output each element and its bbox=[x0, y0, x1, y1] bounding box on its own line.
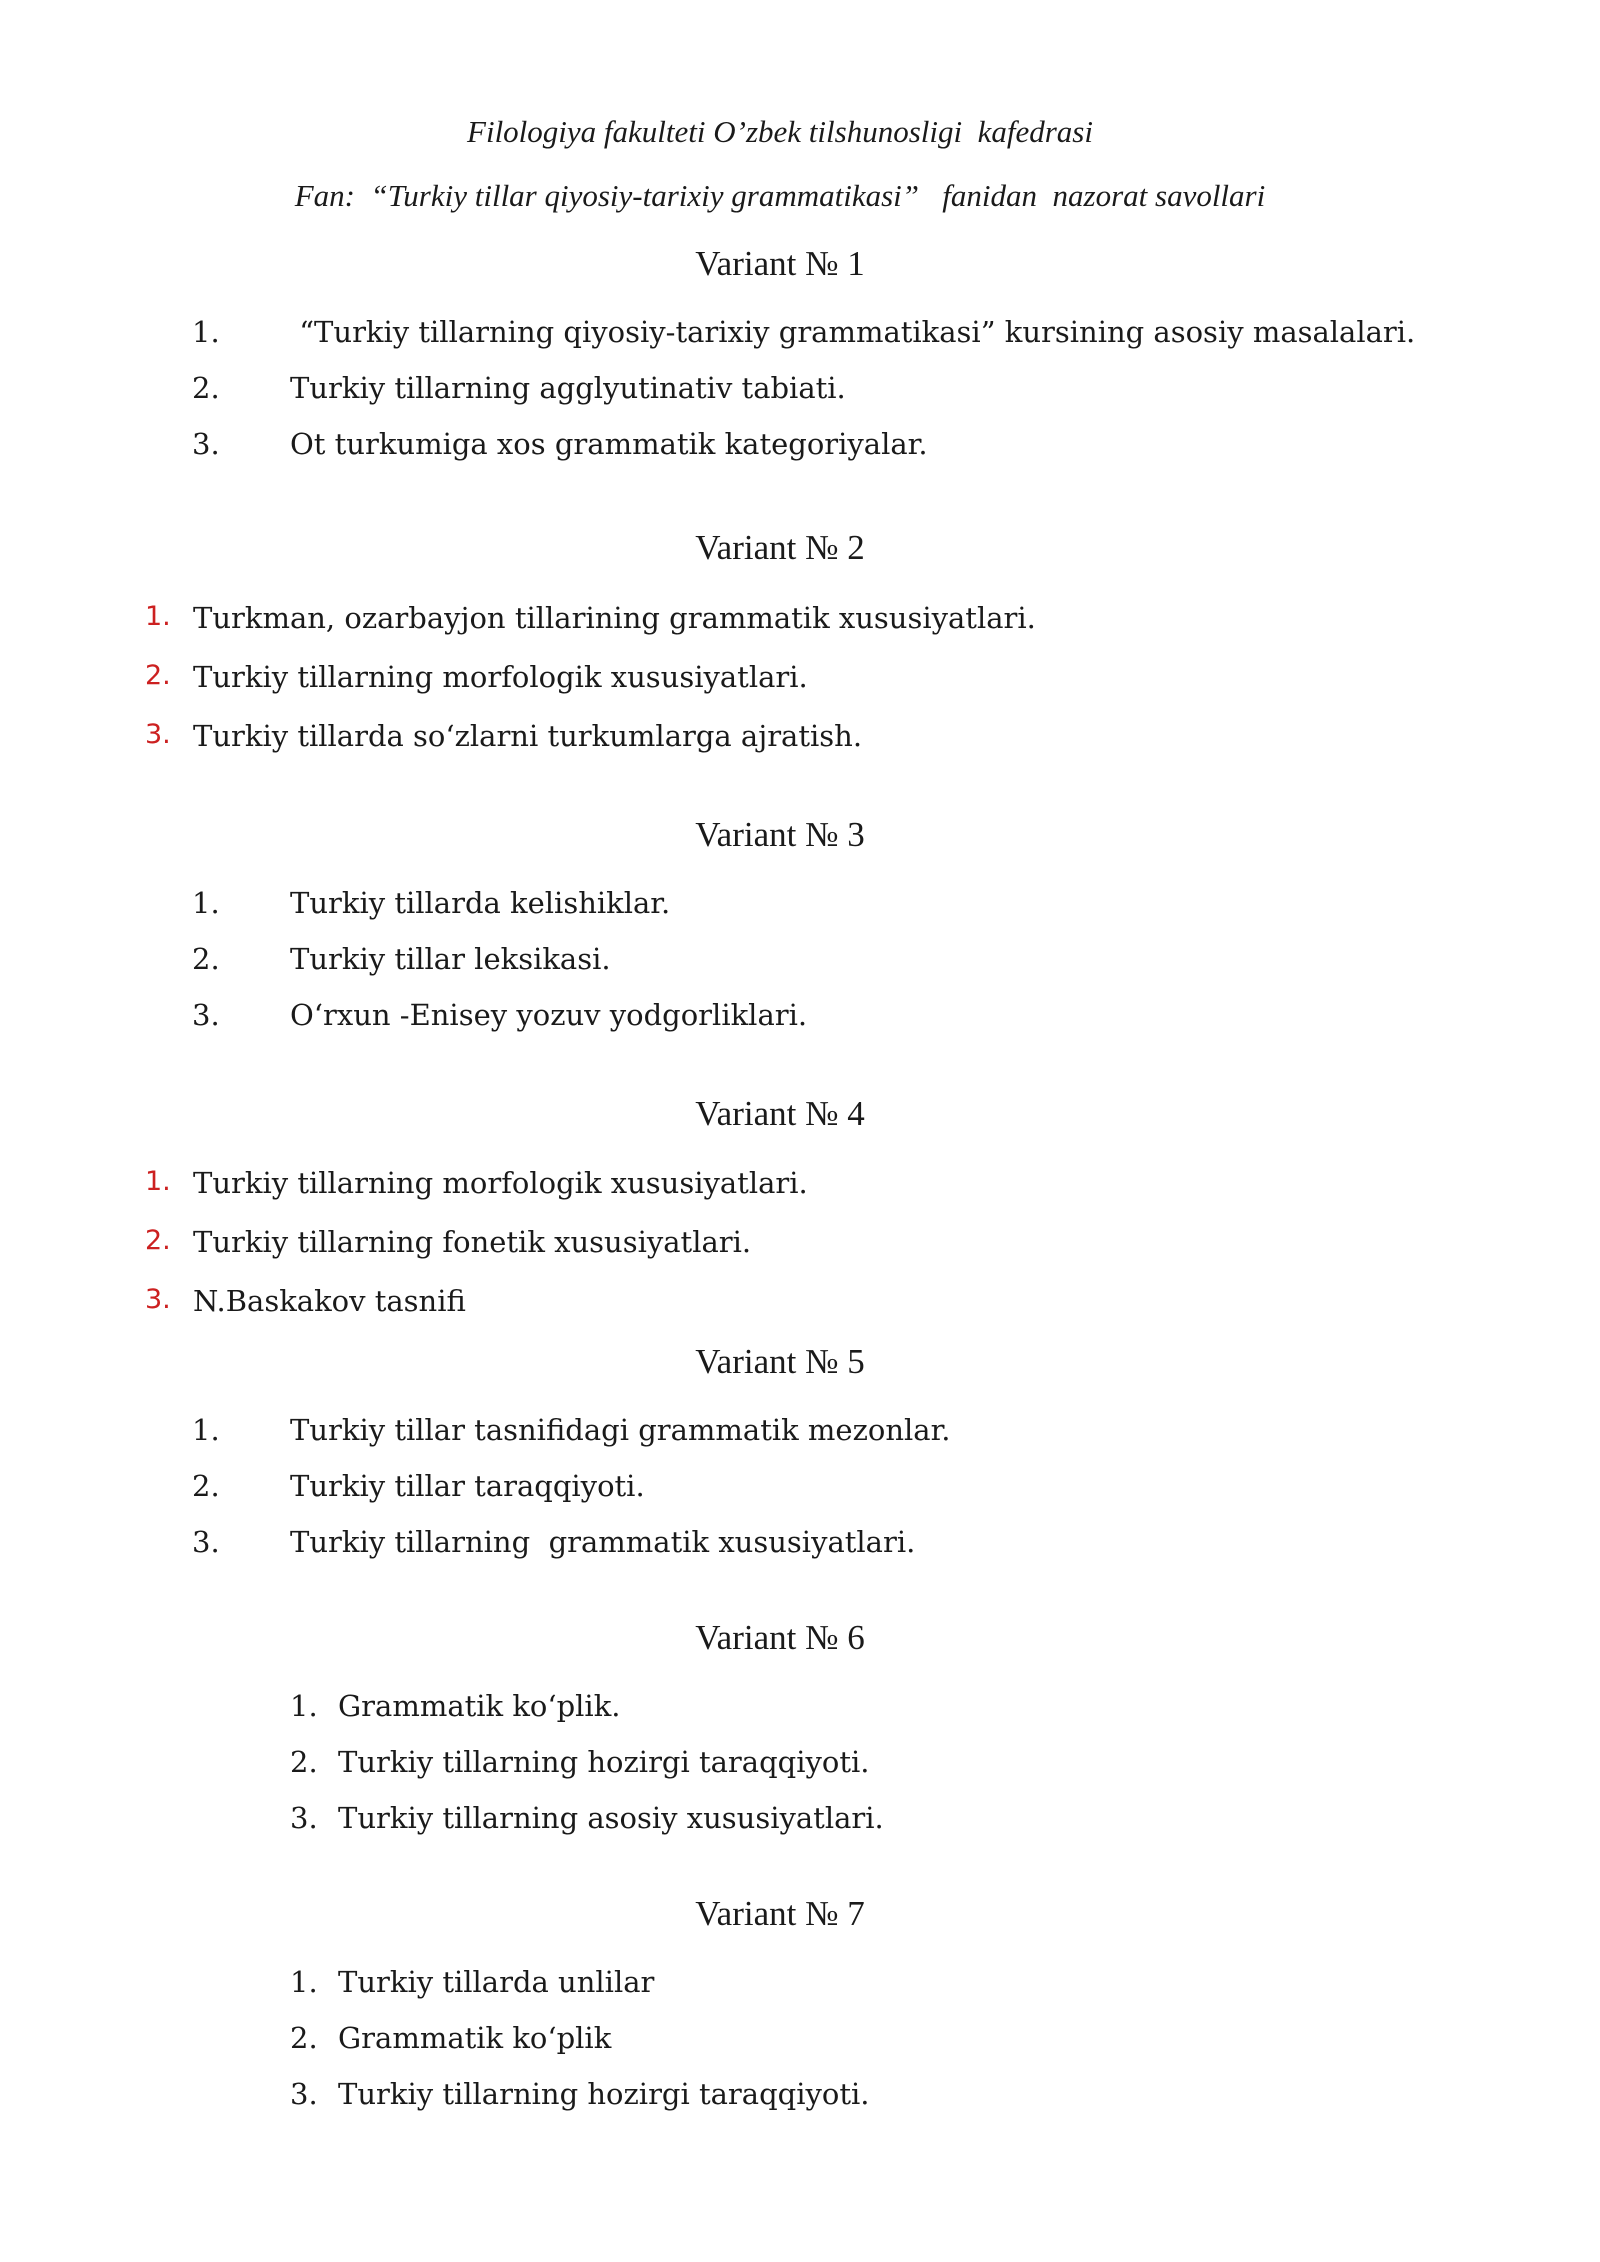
list-item-number: 2. bbox=[145, 660, 171, 691]
variant-title: Variant № 7 bbox=[695, 1894, 865, 1933]
list-item: Turkman, ozarbayjon tillarining grammatik xususiyatlari. bbox=[193, 601, 1036, 635]
list-item-number: 2. bbox=[192, 371, 220, 405]
list-item: O‘rxun -Enisey yozuv yodgorliklari. bbox=[290, 998, 808, 1032]
list-item: Turkiy tillarning asosiy xususiyatlari. bbox=[338, 1801, 884, 1835]
variant-title: Variant № 4 bbox=[695, 1094, 865, 1133]
list-item-number: 2. bbox=[192, 1469, 220, 1503]
list-item-number: 2. bbox=[290, 1745, 318, 1779]
list-item: Grammatik ko‘plik bbox=[338, 2021, 612, 2055]
list-item: Grammatik ko‘plik. bbox=[338, 1689, 621, 1723]
list-item: Turkiy tillarning morfologik xususiyatlari. bbox=[193, 660, 808, 694]
variant-title: Variant № 1 bbox=[695, 244, 865, 283]
list-item-number: 2. bbox=[290, 2021, 318, 2055]
list-item: Turkiy tillarning agglyutinativ tabiati. bbox=[290, 371, 846, 405]
list-item-number: 3. bbox=[192, 427, 220, 461]
variant-title: Variant № 5 bbox=[695, 1342, 865, 1381]
list-item-number: 1. bbox=[192, 315, 220, 349]
list-item: Turkiy tillarning morfologik xususiyatlari. bbox=[193, 1166, 808, 1200]
list-item: Ot turkumiga xos grammatik kategoriyalar. bbox=[290, 427, 928, 461]
list-item-number: 3. bbox=[290, 2077, 318, 2111]
subject-header: Fan: “Turkiy tillar qiyosiy-tarixiy grammatikasi” fanidan nazorat savollari bbox=[294, 178, 1266, 213]
list-item: Turkiy tillarda so‘zlarni turkumlarga ajratish. bbox=[193, 719, 863, 753]
list-item: Turkiy tillarda kelishiklar. bbox=[290, 886, 671, 920]
faculty-header: Filologiya fakulteti O’zbek tilshunosligi kafedrasi bbox=[467, 114, 1093, 149]
list-item-number: 1. bbox=[192, 1413, 220, 1447]
variant-title: Variant № 6 bbox=[695, 1618, 865, 1657]
list-item: Turkiy tillarning fonetik xususiyatlari. bbox=[193, 1225, 752, 1259]
list-item-number: 1. bbox=[145, 1166, 171, 1197]
list-item-number: 3. bbox=[192, 1525, 220, 1559]
list-item-number: 1. bbox=[145, 601, 171, 632]
list-item-number: 2. bbox=[192, 942, 220, 976]
list-item-number: 3. bbox=[145, 1284, 171, 1315]
list-item-number: 3. bbox=[145, 719, 171, 750]
list-item-number: 1. bbox=[290, 1689, 318, 1723]
list-item: Turkiy tillar leksikasi. bbox=[290, 942, 611, 976]
list-item-number: 3. bbox=[290, 1801, 318, 1835]
list-item-number: 3. bbox=[192, 998, 220, 1032]
variant-title: Variant № 2 bbox=[695, 528, 865, 567]
list-item-number: 1. bbox=[192, 886, 220, 920]
list-item: Turkiy tillar tasnifidagi grammatik mezonlar. bbox=[290, 1413, 951, 1447]
list-item: Turkiy tillarning hozirgi taraqqiyoti. bbox=[338, 1745, 870, 1779]
list-item: N.Baskakov tasnifi bbox=[193, 1284, 466, 1318]
list-item: Turkiy tillar taraqqiyoti. bbox=[290, 1469, 645, 1503]
list-item-number: 1. bbox=[290, 1965, 318, 1999]
variant-title: Variant № 3 bbox=[695, 815, 865, 854]
list-item: “Turkiy tillarning qiyosiy-tarixiy grammatikasi” kursining asosiy masalalari. bbox=[290, 315, 1416, 349]
list-item: Turkiy tillarning hozirgi taraqqiyoti. bbox=[338, 2077, 870, 2111]
list-item-number: 2. bbox=[145, 1225, 171, 1256]
list-item: Turkiy tillarda unlilar bbox=[338, 1965, 655, 1999]
list-item: Turkiy tillarning grammatik xususiyatlari. bbox=[290, 1525, 916, 1559]
